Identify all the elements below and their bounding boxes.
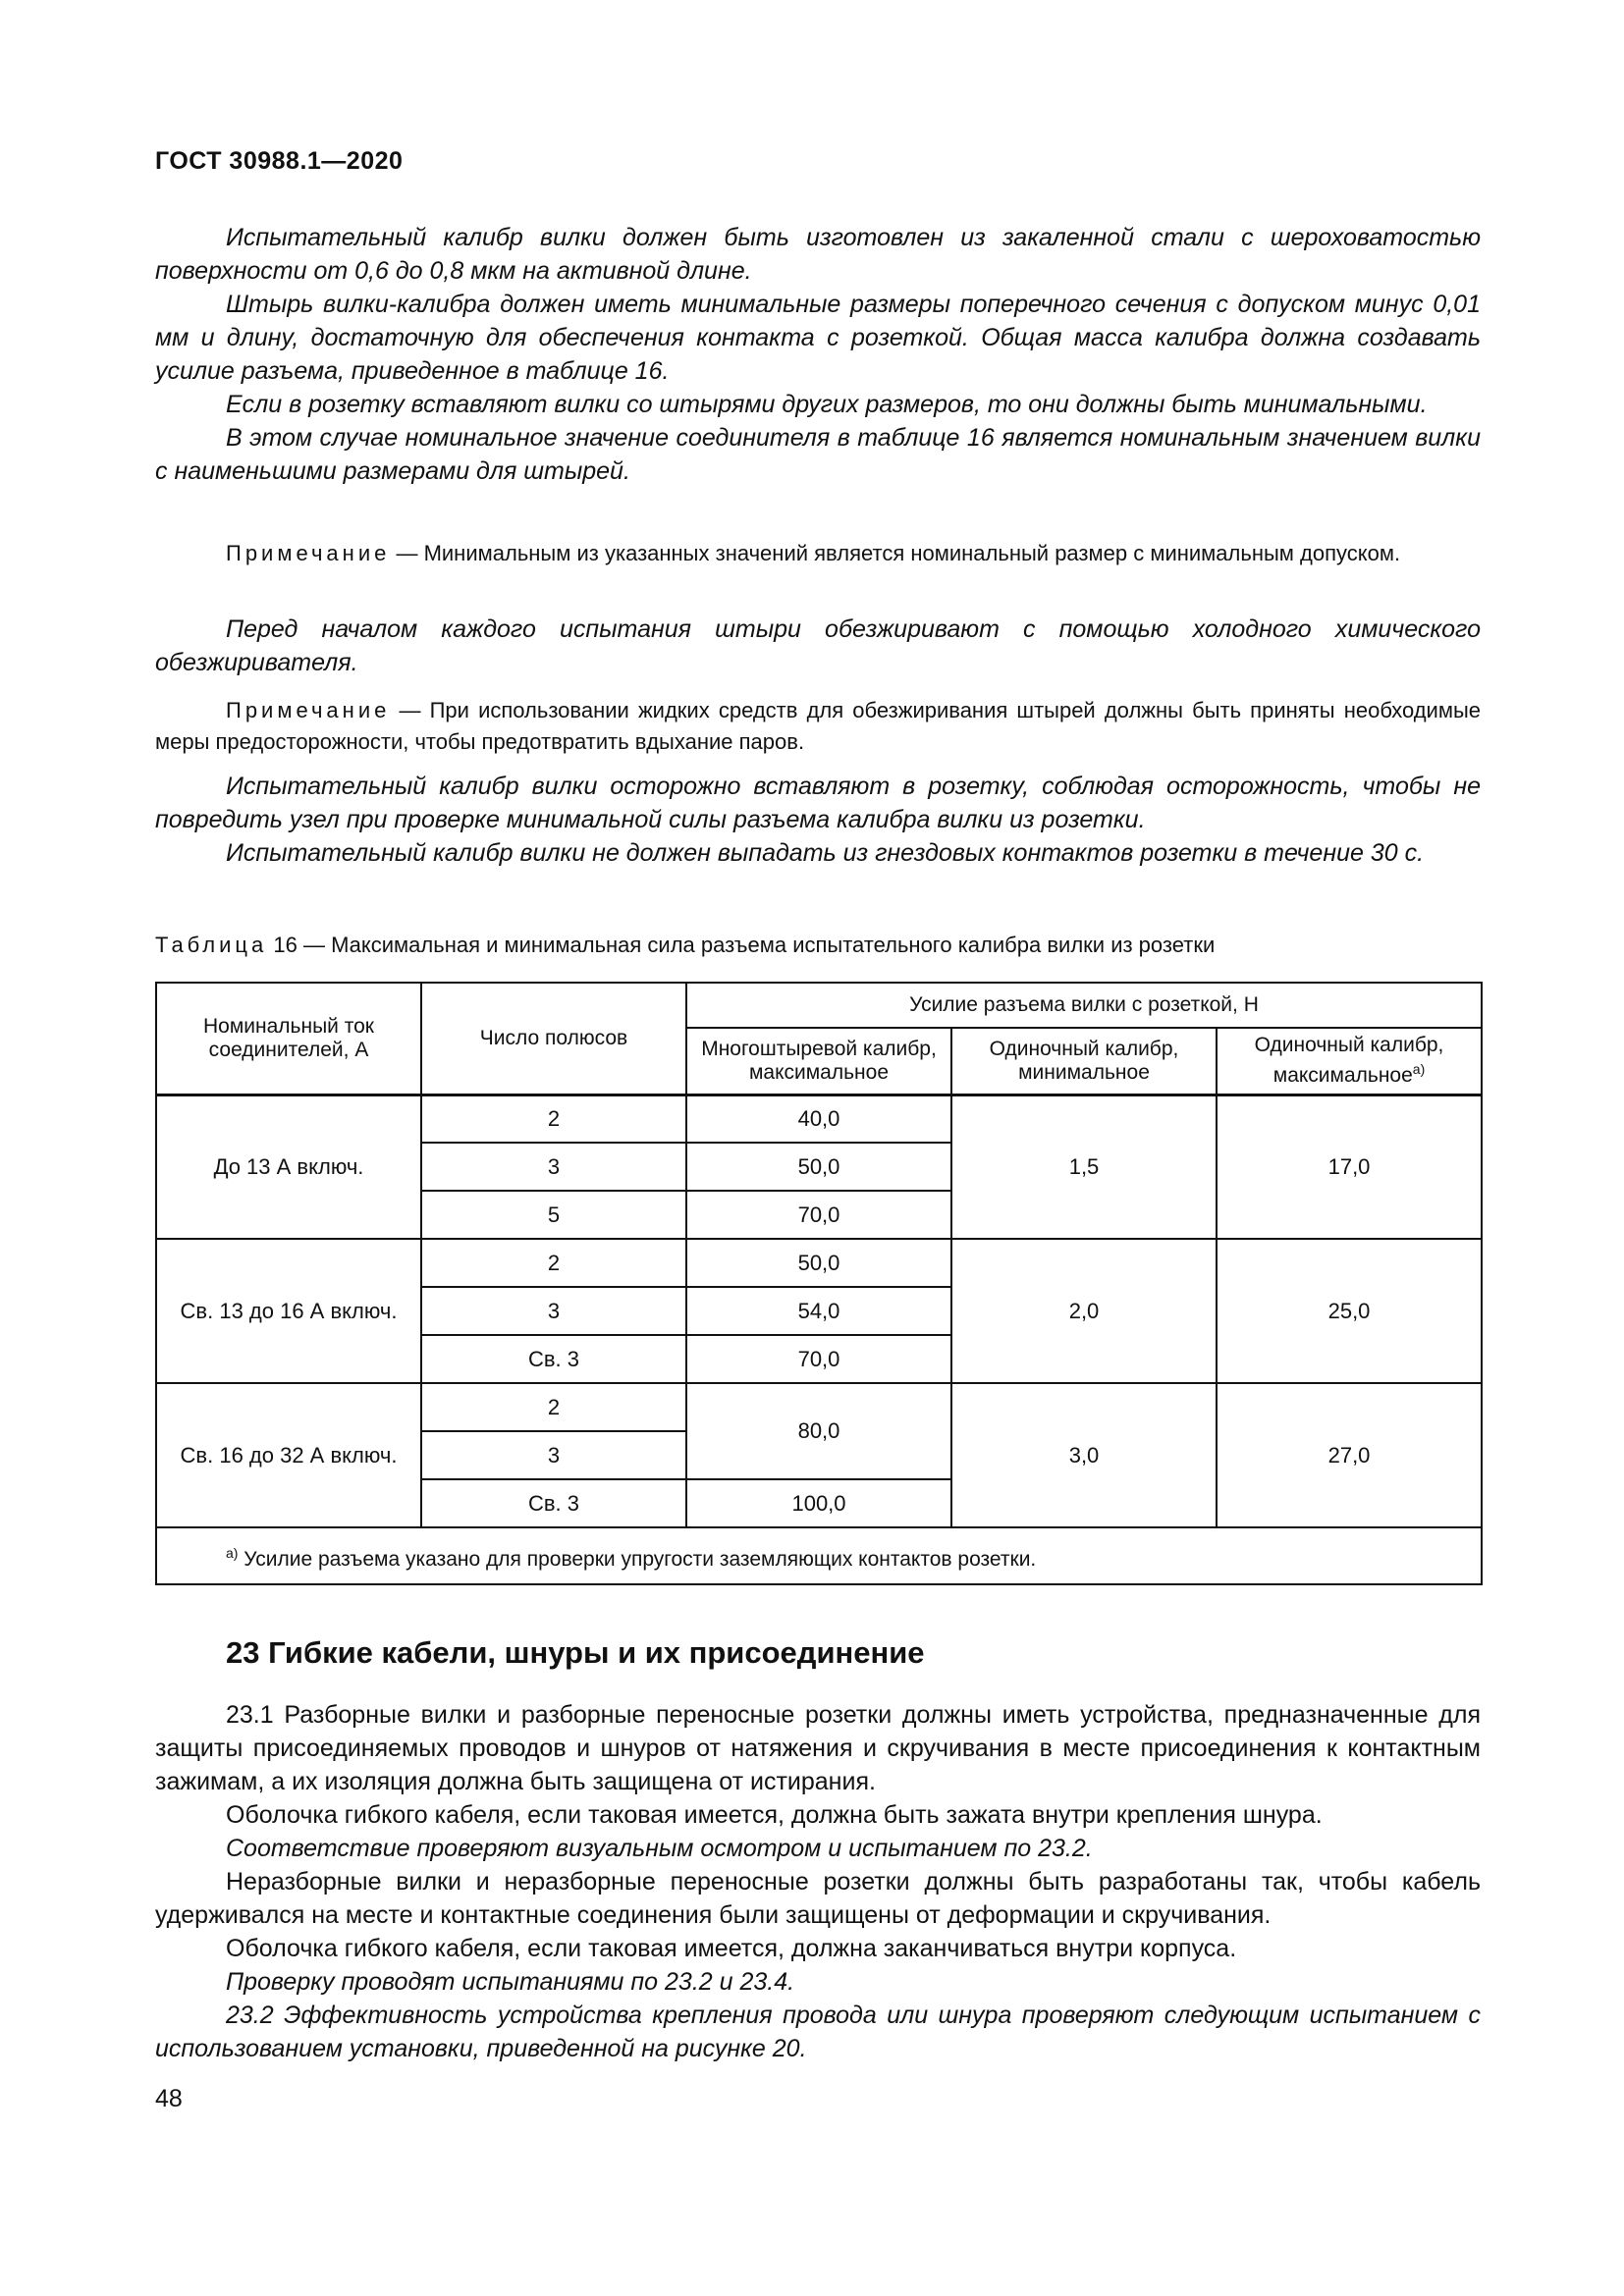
note-label: Примечание [226,698,391,722]
cell-multi: 40,0 [686,1095,951,1143]
cell-poles: 3 [421,1143,686,1191]
footnote-mark: а) [1412,1061,1426,1078]
cell-single-min: 3,0 [951,1383,1217,1527]
insert-block [155,770,1481,870]
cell-poles: Св. 3 [421,1335,686,1383]
cell-poles: Св. 3 [421,1479,686,1527]
note-text: — Минимальным из указанных значений является номинальный размер с минимальным допуском. [390,541,1401,565]
cell-multi: 50,0 [686,1239,951,1287]
paragraph: Оболочка гибкого кабеля, если таковая имеется, должна быть зажата внутри крепления шнура. [226,1801,1323,1829]
cell-single-min: 2,0 [951,1239,1217,1383]
cell-poles: 3 [421,1287,686,1335]
table-row [156,1383,1482,1431]
note-1 [155,538,1481,569]
cell-current: Св. 13 до 16 А включ. [156,1239,421,1383]
paragraph: Если в розетку вставляют вилки со штырями других размеров, то они должны быть минимальными. [226,391,1428,418]
cell-poles: 5 [421,1191,686,1239]
header-force-group: Усилие разъема вилки с розеткой, Н [686,983,1482,1028]
note-text: — При использовании жидких средств для обезжиривания штырей должны быть приняты необходимые меры предосторожности, чтобы предотвратить вдыхание паров. [155,698,1481,754]
cell-multi: 70,0 [686,1335,951,1383]
table-footnote-row [156,1527,1482,1584]
paragraph: Проверку проводят испытаниями по 23.2 и 23.4. [226,1968,795,1996]
cell-poles: 2 [421,1239,686,1287]
paragraph: Оболочка гибкого кабеля, если таковая имеется, должна заканчиваться внутри корпуса. [226,1935,1237,1962]
header-single-max: Одиночный калибр, максимальное$^{а)}$ [1217,1028,1482,1095]
table-footnote [156,1527,1482,1584]
header-nominal-current: Номинальный ток соединителей, А [156,983,421,1095]
cell-single-max: 17,0 [1217,1095,1482,1239]
note-label: Примечание [226,541,391,565]
paragraph: 23.1 Разборные вилки и разборные переносные розетки должны иметь устройства, предназначенные для защиты присоединяемых проводов и шнуров от натяжения и скручивания в месте присоединения к контактным зажимам, а их изоляция должна быть защищена от истирания. [155,1701,1481,1795]
header-multi-pin-max: Многоштыревой калибр, максимальное [686,1028,951,1095]
cell-single-max: 27,0 [1217,1383,1482,1527]
paragraph: Перед началом каждого испытания штыри обезжиривают с помощью холодного химического обезжиривателя. [155,615,1481,676]
cell-poles: 3 [421,1431,686,1479]
table-caption [155,933,1481,958]
footnote-mark: а) [226,1544,239,1561]
section-23-body [155,1698,1481,2065]
cell-poles: 2 [421,1383,686,1431]
document-header: ГОСТ 30988.1—2020 [155,147,404,175]
header-poles: Число полюсов [421,983,686,1095]
section-title: 23 Гибкие кабели, шнуры и их присоединение [226,1635,925,1670]
cell-multi: 80,0 [686,1383,951,1479]
paragraph: В этом случае номинальное значение соединителя в таблице 16 является номинальным значением вилки с наименьшими размерами для штырей. [155,424,1481,485]
table-row [156,1095,1482,1143]
cell-poles: 2 [421,1095,686,1143]
cell-multi: 70,0 [686,1191,951,1239]
cell-current: Св. 16 до 32 А включ. [156,1383,421,1527]
cell-multi: 54,0 [686,1287,951,1335]
note-2 [155,695,1481,758]
page-number: 48 [155,2085,183,2112]
paragraph: 23.2 Эффективность устройства крепления провода или шнура проверяют следующим испытанием с использованием установки, приведенной на рисунке 20. [155,2002,1481,2062]
cell-multi: 50,0 [686,1143,951,1191]
paragraph: Штырь вилки-калибра должен иметь минимальные размеры поперечного сечения с допуском минус 0,01 мм и длину, достаточную для обеспечения контакта с розеткой. Общая масса калибра должна создавать усилие разъема, приведенное в таблице 16. [155,291,1481,385]
paragraph: Испытательный калибр вилки осторожно вставляют в розетку, соблюдая осторожность, чтобы не повредить узел при проверке минимальной силы разъема калибра вилки из розетки. [155,773,1481,833]
table-row [156,1239,1482,1287]
degrease-block [155,613,1481,679]
cell-current: До 13 А включ. [156,1095,421,1239]
table-16 [155,982,1483,1585]
cell-single-min: 1,5 [951,1095,1217,1239]
table-caption-label: Таблица [155,933,268,957]
intro-block [155,221,1481,488]
paragraph: Соответствие проверяют визуальным осмотром и испытанием по 23.2. [226,1835,1093,1862]
paragraph: Испытательный калибр вилки должен быть изготовлен из закаленной стали с шероховатостью поверхности от 0,6 до 0,8 мкм на активной длине. [155,224,1481,285]
cell-multi: 100,0 [686,1479,951,1527]
paragraph: Неразборные вилки и неразборные переносные розетки должны быть разработаны так, чтобы кабель удерживался на месте и контактные соединения были защищены от деформации и скручивания. [155,1868,1481,1929]
cell-single-max: 25,0 [1217,1239,1482,1383]
table-caption-text: 16 — Максимальная и минимальная сила разъема испытательного калибра вилки из розетки [267,933,1216,957]
paragraph: Испытательный калибр вилки не должен выпадать из гнездовых контактов розетки в течение 30 с. [226,839,1425,867]
footnote-text: Усилие разъема указано для проверки упругости заземляющих контактов розетки. [238,1547,1037,1571]
header-single-min: Одиночный калибр, минимальное [951,1028,1217,1095]
